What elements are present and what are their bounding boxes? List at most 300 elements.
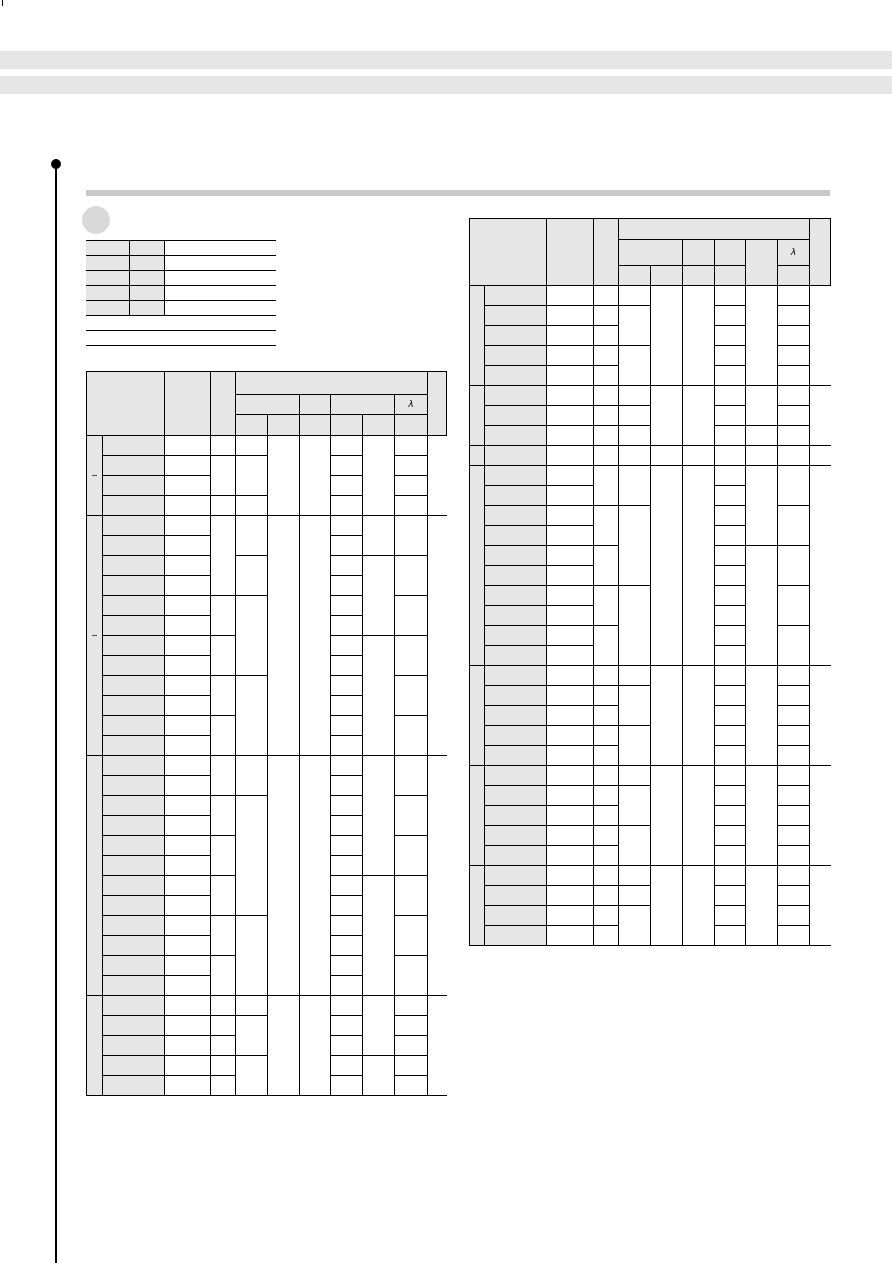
table-cell — [594, 346, 619, 366]
table-cell — [619, 586, 651, 666]
lambda-symbol: λ — [408, 399, 414, 410]
table-cell — [746, 666, 778, 766]
table-cell — [103, 836, 165, 856]
section-bullet — [51, 159, 61, 169]
table-cell — [331, 836, 363, 856]
table-cell — [810, 866, 831, 946]
table-cell — [165, 996, 211, 1016]
table-cell — [778, 706, 810, 726]
table-cell — [594, 926, 619, 946]
table-cell — [103, 556, 165, 576]
table-cell — [103, 1036, 165, 1056]
table-cell — [715, 866, 746, 886]
table-cell — [331, 496, 363, 516]
table-cell — [300, 756, 331, 996]
table-cell — [715, 466, 746, 486]
right-spec-table — [469, 218, 831, 946]
left-spec-table — [86, 371, 447, 1096]
table-cell — [103, 716, 165, 736]
header-cell — [746, 240, 778, 286]
table-cell — [547, 446, 594, 466]
table-cell — [594, 626, 619, 666]
table-cell — [619, 726, 651, 766]
table-cell — [594, 306, 619, 326]
table-cell — [619, 386, 651, 406]
table-cell — [395, 676, 428, 716]
table-cell — [778, 826, 810, 846]
header-cell — [395, 415, 428, 436]
table-cell — [268, 436, 300, 516]
table-cell — [547, 526, 594, 546]
table-cell — [395, 516, 428, 556]
table-cell — [547, 546, 594, 566]
table-cell — [103, 496, 165, 516]
table-cell — [746, 386, 778, 426]
table-cell — [331, 616, 363, 636]
table-cell — [778, 446, 810, 466]
table-cell — [485, 526, 547, 546]
table-cell — [485, 666, 547, 686]
table-cell — [594, 446, 619, 466]
table-cell — [485, 546, 547, 566]
table-cell — [165, 1056, 211, 1076]
table-cell — [331, 856, 363, 876]
table-cell — [619, 866, 651, 886]
table-cell — [715, 826, 746, 846]
group-mark-icon: ∽ — [91, 471, 98, 480]
table-cell — [211, 836, 236, 876]
table-cell — [619, 346, 651, 386]
header-cell — [236, 394, 300, 415]
table-cell — [236, 996, 268, 1016]
table-cell — [103, 656, 165, 676]
table-cell — [165, 896, 211, 916]
table-cell — [103, 516, 165, 536]
table-cell — [651, 386, 683, 446]
table-cell — [715, 446, 746, 466]
header-cell — [87, 372, 165, 436]
table-cell — [236, 496, 268, 516]
table-cell — [778, 906, 810, 926]
table-cell — [715, 306, 746, 326]
header-cell — [211, 372, 236, 436]
table-cell — [778, 786, 810, 806]
header-band-bottom — [0, 76, 892, 94]
table-cell — [103, 916, 165, 936]
table-cell — [715, 726, 746, 746]
table-cell — [778, 426, 810, 446]
table-cell — [715, 886, 746, 906]
table-cell — [547, 506, 594, 526]
table-cell — [268, 756, 300, 996]
table-cell — [594, 906, 619, 926]
table-cell — [485, 486, 547, 506]
table-cell — [778, 306, 810, 326]
table-cell — [619, 666, 651, 686]
table-cell — [165, 936, 211, 956]
lambda-header — [395, 394, 428, 415]
table-cell — [485, 746, 547, 766]
table-cell — [683, 666, 715, 766]
table-cell — [746, 426, 778, 446]
header-cell — [594, 219, 619, 286]
lambda-header — [778, 240, 810, 266]
table-cell — [746, 766, 778, 866]
table-cell — [778, 406, 810, 426]
header-cell — [428, 372, 447, 436]
table-cell — [715, 666, 746, 686]
table-cell — [236, 796, 268, 916]
margin-rule — [55, 166, 57, 1263]
header-cell — [268, 415, 300, 436]
table-cell — [165, 496, 211, 516]
group-label — [87, 756, 103, 996]
table-cell — [594, 706, 619, 726]
table-cell — [211, 756, 236, 796]
table-cell — [547, 346, 594, 366]
table-cell — [236, 1016, 268, 1056]
table-cell — [485, 846, 547, 866]
table-cell — [715, 746, 746, 766]
table-cell — [331, 696, 363, 716]
table-cell — [211, 1056, 236, 1076]
lambda-symbol: λ — [790, 247, 797, 258]
table-cell — [715, 286, 746, 306]
table-cell — [331, 456, 363, 476]
table-cell — [594, 686, 619, 706]
table-cell — [715, 486, 746, 506]
table-cell — [165, 596, 211, 616]
table-cell — [236, 436, 268, 456]
table-cell — [236, 596, 268, 676]
table-cell — [331, 736, 363, 756]
table-cell — [547, 326, 594, 346]
table-cell — [165, 776, 211, 796]
table-cell — [485, 706, 547, 726]
table-cell — [236, 1056, 268, 1096]
table-cell — [485, 626, 547, 646]
table-cell — [363, 1056, 395, 1096]
table-cell — [165, 1036, 211, 1056]
table-cell — [165, 436, 211, 456]
table-cell — [103, 476, 165, 496]
group-mark-icon: ∽ — [91, 631, 98, 640]
table-cell — [778, 806, 810, 826]
table-cell — [211, 996, 236, 1016]
table-cell — [715, 526, 746, 546]
table-cell — [778, 386, 810, 406]
table-cell — [331, 636, 363, 656]
table-cell — [547, 566, 594, 586]
group-label — [470, 666, 485, 766]
group-label — [87, 996, 103, 1096]
table-cell — [715, 366, 746, 386]
table-cell — [331, 576, 363, 596]
table-cell — [211, 636, 236, 676]
table-cell — [331, 536, 363, 556]
group-label — [470, 766, 485, 866]
table-cell — [715, 426, 746, 446]
table-cell — [103, 936, 165, 956]
table-cell — [395, 1036, 428, 1056]
table-cell — [103, 636, 165, 656]
table-cell — [165, 556, 211, 576]
table-cell — [331, 1036, 363, 1056]
table-cell — [715, 806, 746, 826]
section-number-badge — [82, 206, 110, 234]
table-cell — [211, 456, 236, 496]
header-cell — [619, 219, 810, 240]
table-cell — [331, 716, 363, 736]
table-cell — [331, 896, 363, 916]
table-cell — [331, 996, 363, 1016]
crop-mark — [2, 0, 3, 6]
table-cell — [165, 956, 211, 976]
table-cell — [594, 866, 619, 886]
section-divider — [86, 190, 830, 196]
table-cell — [428, 436, 447, 516]
table-cell — [594, 806, 619, 826]
table-cell — [683, 386, 715, 446]
table-cell — [485, 346, 547, 366]
table-cell — [651, 866, 683, 946]
table-cell — [300, 516, 331, 756]
header-cell — [683, 266, 715, 286]
table-cell — [103, 796, 165, 816]
table-cell — [485, 766, 547, 786]
table-cell — [485, 586, 547, 606]
table-cell — [103, 816, 165, 836]
group-label — [470, 466, 485, 666]
table-cell — [778, 926, 810, 946]
table-cell — [594, 466, 619, 506]
table-cell — [165, 836, 211, 856]
table-cell — [485, 806, 547, 826]
table-cell — [103, 776, 165, 796]
header-cell — [236, 372, 428, 395]
table-cell — [165, 796, 211, 816]
table-cell — [485, 866, 547, 886]
table-cell — [211, 916, 236, 956]
table-cell — [395, 596, 428, 636]
table-cell — [165, 1076, 211, 1096]
table-cell — [683, 286, 715, 386]
group-label — [87, 436, 103, 516]
table-cell — [619, 406, 651, 426]
table-cell — [778, 366, 810, 386]
table-cell — [810, 766, 831, 866]
table-cell — [547, 626, 594, 646]
table-cell — [651, 766, 683, 866]
table-cell — [485, 406, 547, 426]
table-cell — [395, 916, 428, 956]
header-cell — [619, 240, 683, 266]
table-cell — [683, 466, 715, 666]
table-cell — [103, 896, 165, 916]
header-cell — [236, 415, 268, 436]
table-cell — [778, 466, 810, 506]
table-cell — [547, 806, 594, 826]
table-cell — [778, 686, 810, 706]
table-cell — [619, 906, 651, 946]
table-cell — [103, 676, 165, 696]
table-cell — [395, 756, 428, 796]
table-cell — [594, 746, 619, 766]
table-cell — [485, 446, 547, 466]
table-cell — [651, 466, 683, 666]
table-cell — [211, 676, 236, 716]
table-cell — [103, 616, 165, 636]
table-cell — [619, 286, 651, 306]
table-cell — [165, 816, 211, 836]
table-cell — [165, 696, 211, 716]
table-cell — [619, 686, 651, 726]
table-cell — [236, 676, 268, 756]
table-cell — [594, 366, 619, 386]
table-cell — [547, 786, 594, 806]
table-cell — [103, 976, 165, 996]
table-cell — [778, 586, 810, 626]
table-cell — [395, 636, 428, 676]
table-cell — [103, 576, 165, 596]
table-cell — [211, 876, 236, 916]
table-cell — [683, 766, 715, 866]
table-cell — [547, 286, 594, 306]
table-cell — [594, 426, 619, 446]
table-cell — [331, 916, 363, 936]
table-cell — [165, 456, 211, 476]
table-cell — [485, 286, 547, 306]
table-cell — [395, 876, 428, 916]
table-cell — [594, 506, 619, 546]
table-cell — [165, 876, 211, 896]
table-cell — [211, 596, 236, 636]
table-cell — [165, 636, 211, 656]
table-cell — [715, 686, 746, 706]
header-cell — [300, 394, 331, 415]
table-cell — [594, 726, 619, 746]
table-cell — [715, 626, 746, 646]
table-cell — [485, 826, 547, 846]
table-cell — [715, 606, 746, 626]
table-cell — [485, 366, 547, 386]
header-cell — [651, 266, 683, 286]
table-cell — [810, 466, 831, 666]
header-cell — [363, 415, 395, 436]
table-cell — [547, 686, 594, 706]
table-cell — [594, 786, 619, 806]
header-cell — [619, 266, 651, 286]
table-cell — [165, 736, 211, 756]
table-cell — [547, 886, 594, 906]
table-cell — [103, 456, 165, 476]
table-cell — [236, 916, 268, 996]
table-cell — [103, 1056, 165, 1076]
table-cell — [236, 756, 268, 796]
table-cell — [331, 796, 363, 816]
table-cell — [165, 656, 211, 676]
table-cell — [619, 306, 651, 346]
table-cell — [715, 906, 746, 926]
table-cell — [395, 436, 428, 456]
table-cell — [594, 586, 619, 626]
table-cell — [715, 586, 746, 606]
table-cell — [810, 666, 831, 766]
table-cell — [363, 516, 395, 556]
table-cell — [211, 716, 236, 756]
table-cell — [715, 766, 746, 786]
table-cell — [363, 556, 395, 636]
header-cell — [331, 415, 363, 436]
group-label — [87, 516, 103, 756]
table-cell — [715, 386, 746, 406]
table-cell — [651, 286, 683, 386]
table-cell — [619, 466, 651, 506]
table-cell — [268, 516, 300, 756]
table-cell — [547, 606, 594, 626]
table-cell — [746, 546, 778, 666]
table-cell — [300, 996, 331, 1096]
table-cell — [619, 506, 651, 586]
table-cell — [715, 786, 746, 806]
table-cell — [778, 726, 810, 746]
table-cell — [103, 1076, 165, 1096]
table-cell — [778, 626, 810, 666]
table-cell — [746, 286, 778, 386]
table-cell — [594, 286, 619, 306]
table-cell — [165, 516, 211, 536]
table-cell — [746, 866, 778, 946]
table-cell — [778, 666, 810, 686]
legend-table — [86, 240, 276, 346]
table-cell — [165, 716, 211, 736]
table-cell — [778, 886, 810, 906]
table-cell — [211, 956, 236, 996]
table-cell — [715, 346, 746, 366]
table-cell — [211, 796, 236, 836]
table-cell — [594, 766, 619, 786]
table-cell — [395, 496, 428, 516]
table-cell — [485, 306, 547, 326]
table-cell — [331, 876, 363, 896]
table-cell — [395, 996, 428, 1016]
table-cell — [746, 446, 778, 466]
table-cell — [594, 886, 619, 906]
table-cell — [211, 1036, 236, 1056]
table-cell — [165, 856, 211, 876]
table-cell — [547, 386, 594, 406]
table-cell — [103, 996, 165, 1016]
table-cell — [211, 436, 236, 456]
table-cell — [778, 286, 810, 306]
table-cell — [715, 506, 746, 526]
table-cell — [331, 1056, 363, 1076]
table-cell — [300, 436, 331, 516]
table-cell — [594, 826, 619, 846]
table-cell — [395, 556, 428, 596]
table-cell — [594, 406, 619, 426]
table-cell — [547, 466, 594, 486]
table-cell — [331, 1076, 363, 1096]
table-cell — [485, 726, 547, 746]
table-cell — [619, 426, 651, 446]
table-cell — [778, 866, 810, 886]
header-band-top — [0, 51, 892, 69]
table-cell — [715, 646, 746, 666]
table-cell — [211, 496, 236, 516]
table-cell — [395, 796, 428, 836]
table-cell — [165, 976, 211, 996]
